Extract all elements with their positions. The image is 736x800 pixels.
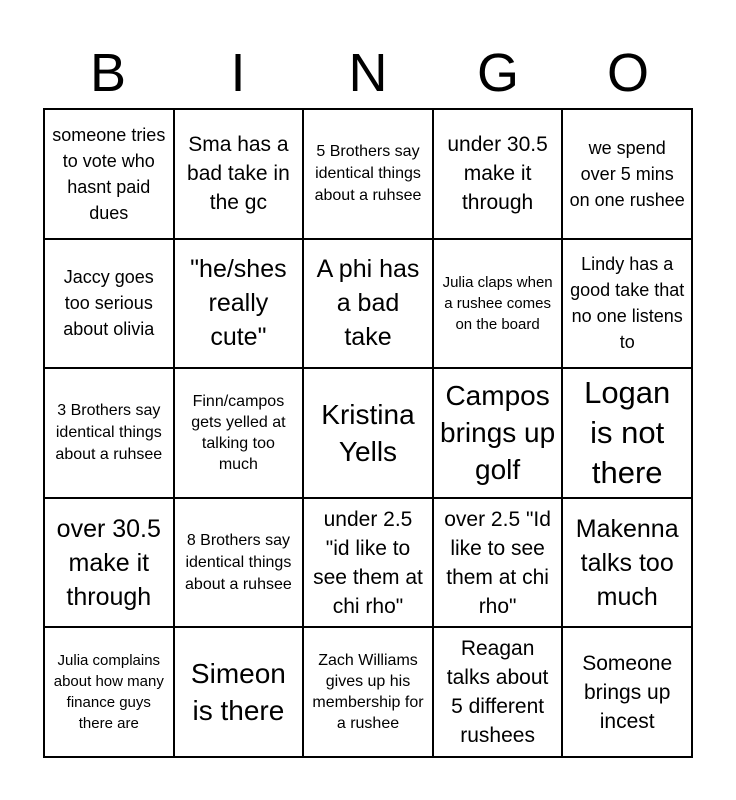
bingo-cell[interactable] bbox=[303, 239, 433, 369]
bingo-cell[interactable] bbox=[562, 239, 692, 369]
bingo-cell[interactable] bbox=[433, 109, 563, 239]
bingo-cell[interactable] bbox=[562, 498, 692, 628]
bingo-cell[interactable] bbox=[174, 368, 304, 498]
bingo-cell[interactable] bbox=[174, 109, 304, 239]
header-letter-g: G bbox=[476, 43, 519, 103]
cell-text: Finn/campos gets yelled at talking too much bbox=[191, 392, 286, 473]
cell-text: Logan is not there bbox=[584, 375, 671, 490]
cell-text: over 2.5 "Id like to see them at chi rho" bbox=[444, 507, 551, 618]
header-letter-b: B bbox=[89, 43, 127, 103]
bingo-cell[interactable] bbox=[303, 109, 433, 239]
bingo-cell[interactable] bbox=[44, 239, 174, 369]
bingo-cell[interactable] bbox=[303, 368, 433, 498]
cell-text: Julia complains about how many finance guys there are bbox=[53, 652, 164, 733]
bingo-cell[interactable] bbox=[174, 498, 304, 628]
header-letter-i: I bbox=[230, 43, 246, 103]
cell-text: 8 Brothers say identical things about a ruhsee bbox=[185, 531, 292, 593]
header-letter-o: O bbox=[606, 43, 649, 103]
cell-text: Kristina Yells bbox=[321, 398, 415, 467]
cell-text: Jaccy goes too serious about olivia bbox=[63, 267, 155, 340]
bingo-header bbox=[43, 40, 693, 106]
cell-text: Julia claps when a rushee comes on the board bbox=[442, 273, 553, 333]
cell-text: 5 Brothers say identical things about a ruhsee bbox=[314, 142, 422, 204]
cell-text: someone tries to vote who hasnt paid dues bbox=[52, 124, 166, 223]
bingo-cell[interactable] bbox=[562, 627, 692, 757]
cell-text: "he/shes really cute" bbox=[190, 255, 287, 352]
bingo-cell[interactable] bbox=[174, 239, 304, 369]
cell-text: Reagan talks about 5 different rushees bbox=[446, 637, 549, 748]
cell-text: Makenna talks too much bbox=[575, 514, 679, 611]
cell-text: Sma has a bad take in the gc bbox=[187, 133, 290, 215]
bingo-cell[interactable] bbox=[433, 368, 563, 498]
bingo-cell[interactable] bbox=[44, 627, 174, 757]
cell-text: Campos brings up golf bbox=[440, 380, 556, 486]
bingo-cell[interactable] bbox=[303, 627, 433, 757]
cell-text: we spend over 5 mins on one rushee bbox=[569, 137, 685, 210]
cell-text: 3 Brothers say identical things about a ruhsee bbox=[55, 401, 163, 463]
cell-text: Someone brings up incest bbox=[582, 651, 673, 733]
header-letter-n: N bbox=[348, 43, 388, 103]
cell-text: Lindy has a good take that no one listens to bbox=[570, 254, 685, 353]
cell-text: Simeon is there bbox=[190, 658, 286, 727]
cell-text: Zach Williams gives up his membership for a rushee bbox=[312, 652, 424, 733]
bingo-cell[interactable] bbox=[433, 627, 563, 757]
bingo-cell[interactable] bbox=[303, 498, 433, 628]
bingo-cell[interactable] bbox=[562, 368, 692, 498]
cell-text: under 30.5 make it through bbox=[447, 133, 548, 215]
cell-text: under 2.5 "id like to see them at chi rho" bbox=[313, 507, 423, 618]
cell-text: over 30.5 make it through bbox=[56, 514, 161, 611]
bingo-cell[interactable] bbox=[44, 368, 174, 498]
bingo-cell[interactable] bbox=[44, 498, 174, 628]
cell-text: A phi has a bad take bbox=[316, 255, 420, 352]
bingo-cell[interactable] bbox=[433, 498, 563, 628]
bingo-card-grid bbox=[43, 108, 693, 758]
bingo-cell[interactable] bbox=[433, 239, 563, 369]
bingo-cell[interactable] bbox=[174, 627, 304, 757]
bingo-cell[interactable] bbox=[44, 109, 174, 239]
bingo-cell[interactable] bbox=[562, 109, 692, 239]
